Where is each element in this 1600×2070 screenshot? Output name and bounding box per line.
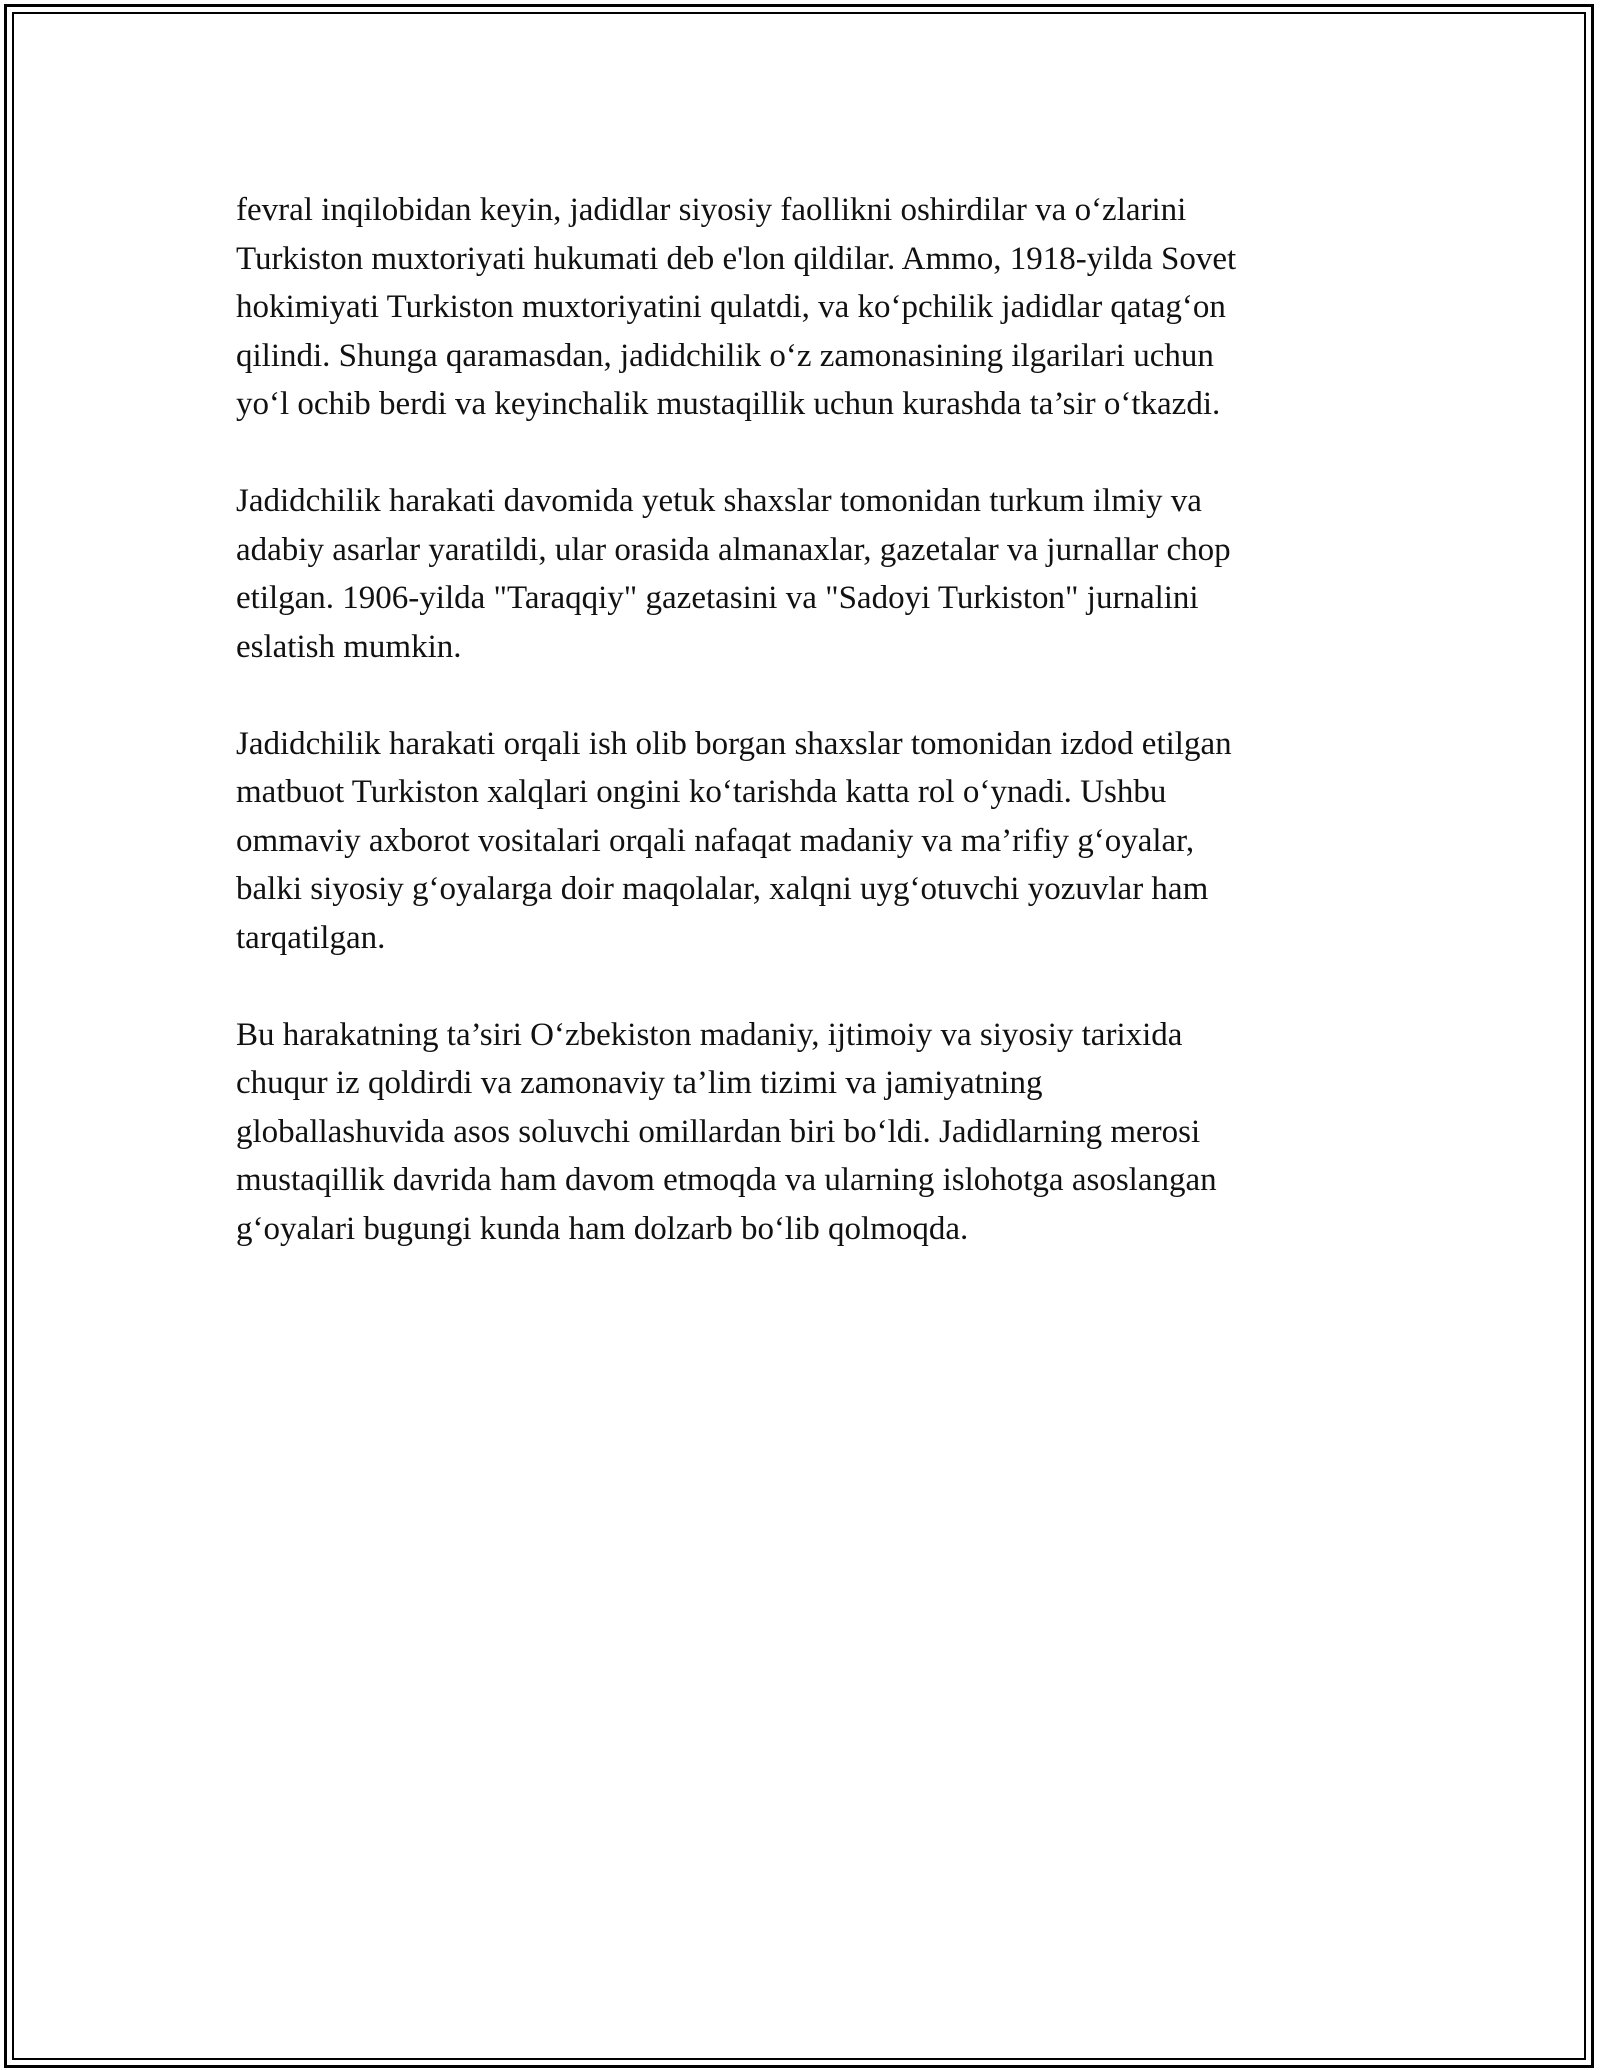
text-line: mustaqillik davrida ham davom etmoqda va ularning islohotga asoslangan [236,1162,1217,1198]
text-line: Jadidchilik harakati davomida yetuk shaxslar tomonidan turkum ilmiy va [236,483,1202,519]
text-line: etilgan. 1906-yilda "Taraqqiy" gazetasini va "Sadoyi Turkiston" jurnalini [236,580,1199,616]
text-line: tarqatilgan. [236,919,386,956]
text-line: adabiy asarlar yaratildi, ular orasida almanaxlar, gazetalar va jurnallar chop [236,531,1231,568]
text-line: ommaviy axborot vositalari orqali nafaqat madaniy va ma’rifiy g‘oyalar, [236,822,1195,859]
text-line: chuqur iz qoldirdi va zamonaviy ta’lim tizimi va jamiyatning [236,1065,1043,1101]
text-line: Turkiston muxtoriyati hukumati deb e'lon qildilar. Ammo, 1918-yilda Sovet [236,240,1237,277]
paragraph-1 [236,186,1366,429]
text-line: hokimiyati Turkiston muxtoriyatini qulatdi, va ko‘pchilik jadidlar qatag‘on [236,289,1226,325]
paragraph-4 [236,1011,1366,1254]
text-line: globallashuvida asos soluvchi omillardan biri bo‘ldi. Jadidlarning merosi [236,1113,1201,1150]
text-line: balki siyosiy g‘oyalarga doir maqolalar, xalqni uyg‘otuvchi yozuvlar ham [236,871,1209,907]
text-line: fevral inqilobidan keyin, jadidlar siyosiy faollikni oshirdilar va o‘zlarini [236,192,1187,228]
text-line: qilindi. Shunga qaramasdan, jadidchilik o‘z zamonasining ilgarilari uchun [236,337,1214,374]
text-line: matbuot Turkiston xalqlari ongini ko‘tarishda katta rol o‘ynadi. Ushbu [236,774,1167,810]
text-line: Jadidchilik harakati orqali ish olib borgan shaxslar tomonidan izdod etilgan [236,725,1232,762]
text-line: Bu harakatning ta’siri O‘zbekiston madaniy, ijtimoiy va siyosiy tarixida [236,1016,1183,1053]
paragraph-3 [236,720,1366,963]
text-line: yo‘l ochib berdi va keyinchalik mustaqillik uchun kurashda ta’sir o‘tkazdi. [236,386,1221,422]
document-body [236,186,1366,1302]
text-line: g‘oyalari bugungi kunda ham dolzarb bo‘lib qolmoqda. [236,1210,969,1247]
paragraph-2 [236,477,1366,671]
text-line: eslatish mumkin. [236,628,462,665]
